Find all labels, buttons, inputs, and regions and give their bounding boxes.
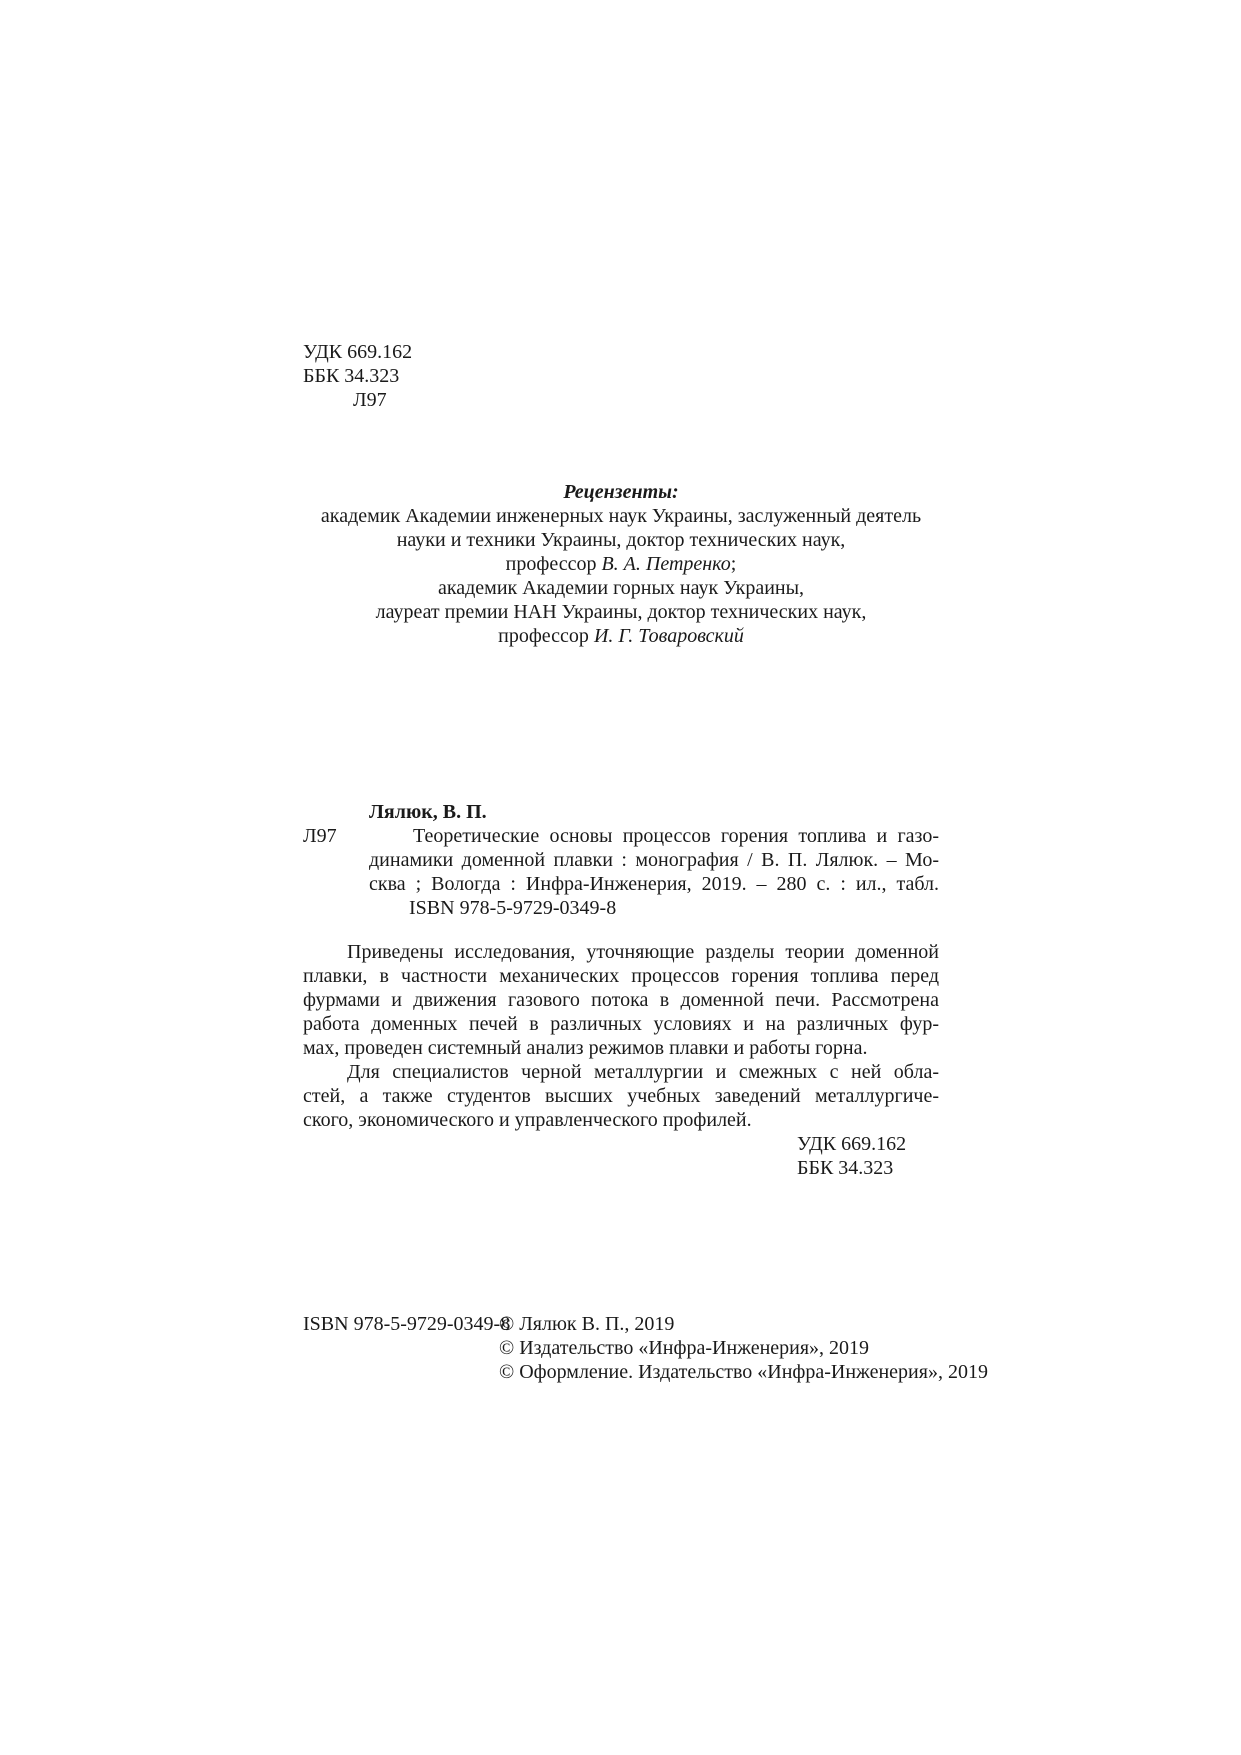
copyright-block [303, 1312, 988, 1384]
catalog-title-line: Теоретические основы процессов горения топлива и газо- [413, 825, 939, 847]
reviewer-name: И. Г. Товаровский [593, 625, 744, 647]
catalog-title-line: динамики доменной плавки : монография / В. П. Лялюк. – Мо- [369, 849, 939, 871]
catalog-record [303, 800, 939, 920]
annotation-line: Приведены исследования, уточняющие разделы теории доменной [347, 941, 939, 963]
reviewer-line: лауреат премии НАН Украины, доктор технических наук, [375, 601, 867, 623]
reviewer-line: академик Академии горных наук Украины, [437, 577, 805, 599]
copyright-line: © Оформление. Издательство «Инфра-Инженерия», 2019 [499, 1361, 988, 1383]
annotation [303, 940, 939, 1180]
catalog-mark: Л97 [303, 825, 337, 847]
author-mark: Л97 [353, 389, 387, 411]
reviewers-heading: Рецензенты: [563, 481, 679, 503]
annotation-line: плавки, в частности механических процессов горения топлива перед [303, 965, 939, 987]
copyright-isbn: ISBN 978-5-9729-0349-8 [303, 1313, 511, 1335]
annotation-line: ского, экономического и управленческого профилей. [303, 1109, 752, 1131]
annotation-udk: УДК 669.162 [797, 1133, 907, 1155]
reviewers-block [303, 480, 939, 648]
copyright-line: © Издательство «Инфра-Инженерия», 2019 [499, 1337, 870, 1359]
reviewer-line: науки и техники Украины, доктор технических наук, [396, 529, 846, 551]
classification-codes [303, 340, 412, 412]
reviewer-name: В. А. Петренко [601, 553, 731, 575]
bbk-code: ББК 34.323 [303, 365, 400, 387]
catalog-isbn: ISBN 978-5-9729-0349-8 [409, 897, 617, 919]
annotation-line: фурмами и движения газового потока в доменной печи. Рассмотрена [303, 989, 939, 1011]
annotation-line: стей, а также студентов высших учебных заведений металлургиче- [303, 1085, 939, 1107]
reviewer-line: профессор В. А. Петренко; [505, 553, 737, 575]
annotation-line: работа доменных печей в различных условиях и на различных фур- [303, 1013, 939, 1035]
reviewer-line: профессор И. Г. Товаровский [498, 625, 744, 647]
copyright-line: © Лялюк В. П., 2019 [499, 1313, 675, 1335]
annotation-line: Для специалистов черной металлургии и смежных с ней обла- [347, 1061, 939, 1083]
catalog-author: Лялюк, В. П. [369, 801, 487, 823]
catalog-title-line: сква ; Вологда : Инфра-Инженерия, 2019. – 280 с. : ил., табл. [369, 873, 939, 895]
annotation-bbk: ББК 34.323 [797, 1157, 894, 1179]
annotation-line: мах, проведен системный анализ режимов плавки и работы горна. [303, 1037, 868, 1059]
reviewer-line: академик Академии инженерных наук Украины, заслуженный деятель [320, 505, 922, 527]
udk-code: УДК 669.162 [303, 341, 413, 363]
